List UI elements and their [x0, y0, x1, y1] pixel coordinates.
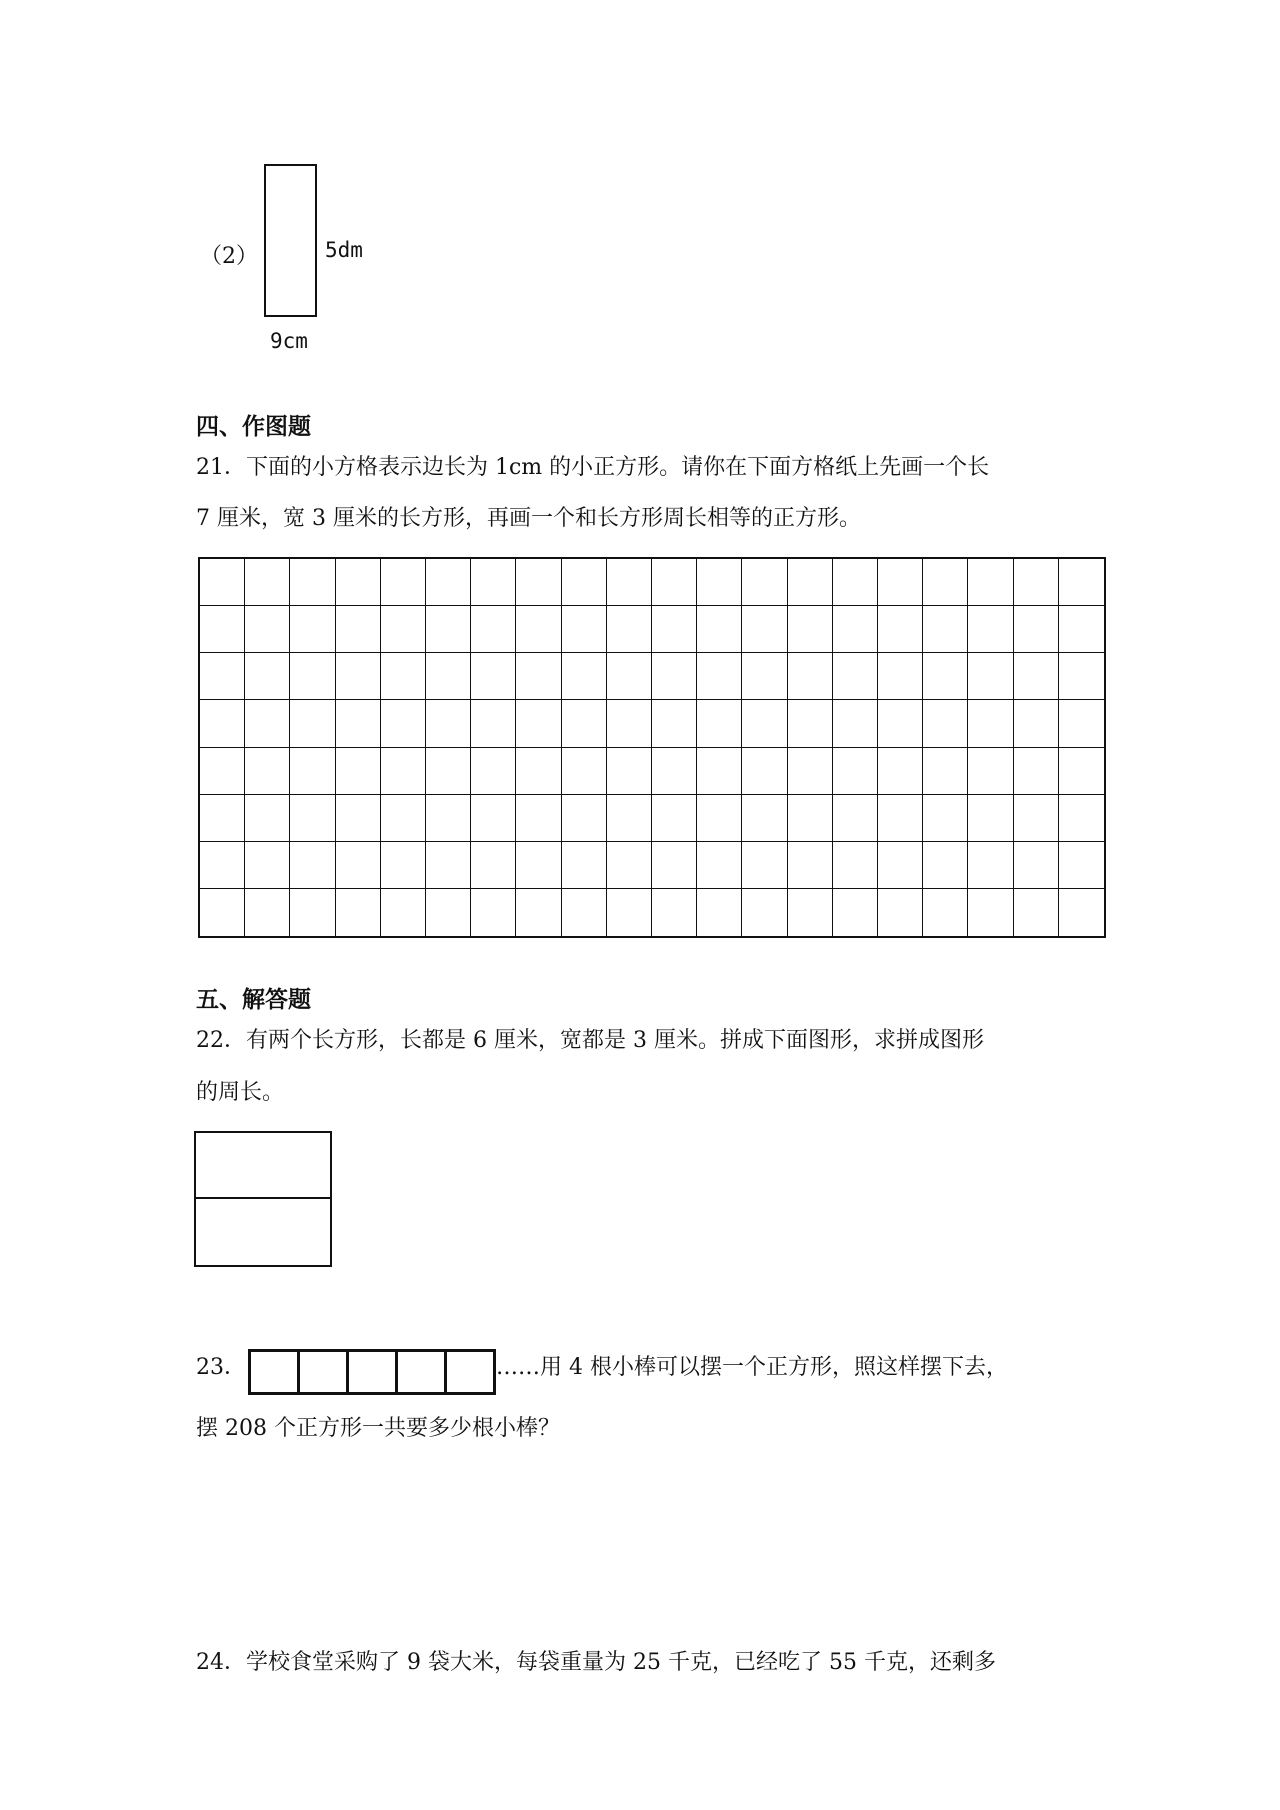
grid-cell[interactable] [471, 559, 516, 606]
grid-cell[interactable] [968, 795, 1013, 842]
grid-cell[interactable] [833, 653, 878, 700]
grid-cell[interactable] [833, 842, 878, 889]
grid-cell[interactable] [652, 606, 697, 653]
stick-square [251, 1352, 300, 1392]
q24-text-line-1: 24．学校食堂采购了 9 袋大米，每袋重量为 25 千克，已经吃了 55 千克，还剩多 [196, 1650, 996, 1675]
grid-cell[interactable] [742, 889, 787, 936]
grid-cell[interactable] [426, 889, 471, 936]
grid-cell[interactable] [968, 842, 1013, 889]
grid-cell[interactable] [471, 795, 516, 842]
grid-cell[interactable] [968, 889, 1013, 936]
grid-cell[interactable] [697, 889, 742, 936]
grid-cell[interactable] [833, 559, 878, 606]
grid-cell[interactable] [290, 748, 335, 795]
grid-cell[interactable] [381, 842, 426, 889]
grid-cell[interactable] [516, 559, 561, 606]
grid-cell[interactable] [562, 889, 607, 936]
grid-cell[interactable] [1014, 889, 1059, 936]
grid-cell[interactable] [923, 795, 968, 842]
grid-cell[interactable] [471, 748, 516, 795]
grid-cell[interactable] [742, 559, 787, 606]
grid-cell[interactable] [245, 748, 290, 795]
grid-cell[interactable] [652, 889, 697, 936]
figure-2-label: （2） [200, 244, 258, 269]
grid-cell[interactable] [290, 606, 335, 653]
grid-cell[interactable] [1014, 700, 1059, 747]
grid-cell[interactable] [336, 606, 381, 653]
grid-cell[interactable] [426, 606, 471, 653]
grid-cell[interactable] [562, 606, 607, 653]
grid-cell[interactable] [336, 842, 381, 889]
grid-cell[interactable] [562, 842, 607, 889]
grid-cell[interactable] [742, 653, 787, 700]
grid-cell[interactable] [923, 889, 968, 936]
grid-cell[interactable] [471, 700, 516, 747]
grid-cell[interactable] [923, 559, 968, 606]
grid-cell[interactable] [788, 700, 833, 747]
grid-cell[interactable] [607, 653, 652, 700]
grid-cell[interactable] [245, 653, 290, 700]
section-4-heading: 四、作图题 [196, 413, 311, 440]
grid-cell[interactable] [290, 700, 335, 747]
square-grid-paper[interactable] [198, 557, 1106, 938]
grid-cell[interactable] [652, 700, 697, 747]
grid-cell[interactable] [742, 795, 787, 842]
grid-cell[interactable] [1059, 842, 1104, 889]
grid-cell[interactable] [742, 700, 787, 747]
grid-cell[interactable] [968, 653, 1013, 700]
grid-cell[interactable] [1014, 795, 1059, 842]
grid-cell[interactable] [336, 700, 381, 747]
grid-cell[interactable] [968, 606, 1013, 653]
grid-cell[interactable] [471, 889, 516, 936]
stick-square [349, 1352, 398, 1392]
grid-cell[interactable] [471, 606, 516, 653]
grid-cell[interactable] [426, 842, 471, 889]
grid-cell[interactable] [426, 653, 471, 700]
q21-text-line-1: 21．下面的小方格表示边长为 1cm 的小正方形。请你在下面方格纸上先画一个长 [196, 455, 990, 480]
stick-square [447, 1352, 493, 1392]
grid-cell[interactable] [923, 700, 968, 747]
grid-cell[interactable] [245, 889, 290, 936]
grid-cell[interactable] [245, 606, 290, 653]
grid-cell[interactable] [878, 653, 923, 700]
q22-text-line-2: 的周长。 [196, 1080, 285, 1105]
grid-cell[interactable] [516, 606, 561, 653]
stick-square [398, 1352, 447, 1392]
grid-cell[interactable] [426, 700, 471, 747]
grid-cell[interactable] [923, 606, 968, 653]
grid-cell[interactable] [652, 748, 697, 795]
grid-cell[interactable] [1014, 653, 1059, 700]
section-5-heading: 五、解答题 [196, 986, 311, 1013]
grid-cell[interactable] [878, 748, 923, 795]
grid-cell[interactable] [381, 795, 426, 842]
q21-text-line-2: 7 厘米，宽 3 厘米的长方形，再画一个和长方形周长相等的正方形。 [196, 506, 861, 531]
grid-cell[interactable] [652, 842, 697, 889]
grid-cell[interactable] [697, 795, 742, 842]
grid-cell[interactable] [697, 606, 742, 653]
grid-cell[interactable] [607, 606, 652, 653]
q23-number: 23． [196, 1355, 246, 1380]
grid-cell[interactable] [245, 559, 290, 606]
grid-cell[interactable] [607, 795, 652, 842]
stick-square [300, 1352, 349, 1392]
grid-cell[interactable] [562, 653, 607, 700]
grid-cell[interactable] [788, 559, 833, 606]
grid-cell[interactable] [381, 653, 426, 700]
grid-cell[interactable] [833, 889, 878, 936]
q22-text-line-1: 22．有两个长方形，长都是 6 厘米，宽都是 3 厘米。拼成下面图形，求拼成图形 [196, 1028, 984, 1053]
grid-cell[interactable] [200, 606, 245, 653]
grid-cell[interactable] [1059, 653, 1104, 700]
grid-cell[interactable] [381, 700, 426, 747]
grid-cell[interactable] [833, 748, 878, 795]
grid-cell[interactable] [336, 653, 381, 700]
grid-cell[interactable] [200, 842, 245, 889]
stacked-rectangles-figure [194, 1131, 332, 1267]
grid-cell[interactable] [788, 795, 833, 842]
grid-cell[interactable] [607, 748, 652, 795]
grid-cell[interactable] [697, 842, 742, 889]
grid-cell[interactable] [426, 559, 471, 606]
grid-cell[interactable] [1059, 795, 1104, 842]
grid-cell[interactable] [381, 748, 426, 795]
q23-text-line-2: 摆 208 个正方形一共要多少根小棒？ [196, 1416, 560, 1441]
grid-cell[interactable] [1059, 889, 1104, 936]
grid-cell[interactable] [290, 842, 335, 889]
grid-cell[interactable] [562, 559, 607, 606]
grid-cell[interactable] [742, 748, 787, 795]
grid-cell[interactable] [788, 842, 833, 889]
width-label: 9cm [270, 329, 308, 353]
grid-cell[interactable] [200, 653, 245, 700]
grid-cell[interactable] [1014, 559, 1059, 606]
grid-cell[interactable] [1059, 559, 1104, 606]
grid-cell[interactable] [426, 748, 471, 795]
grid-cell[interactable] [652, 559, 697, 606]
grid-cell[interactable] [788, 889, 833, 936]
grid-cell[interactable] [833, 795, 878, 842]
grid-cell[interactable] [562, 700, 607, 747]
grid-cell[interactable] [878, 842, 923, 889]
grid-cell[interactable] [336, 795, 381, 842]
grid-cell[interactable] [290, 559, 335, 606]
tall-rectangle-figure [264, 164, 317, 317]
grid-cell[interactable] [562, 795, 607, 842]
grid-cell[interactable] [607, 889, 652, 936]
grid-cell[interactable] [788, 606, 833, 653]
grid-cell[interactable] [516, 748, 561, 795]
height-label: 5dm [325, 238, 363, 262]
grid-cell[interactable] [878, 889, 923, 936]
grid-cell[interactable] [968, 559, 1013, 606]
grid-cell[interactable] [200, 748, 245, 795]
grid-cell[interactable] [516, 653, 561, 700]
grid-cell[interactable] [290, 795, 335, 842]
grid-cell[interactable] [200, 889, 245, 936]
grid-cell[interactable] [607, 700, 652, 747]
grid-cell[interactable] [833, 606, 878, 653]
grid-cell[interactable] [381, 889, 426, 936]
grid-cell[interactable] [516, 700, 561, 747]
grid-cell[interactable] [290, 889, 335, 936]
grid-cell[interactable] [336, 559, 381, 606]
grid-cell[interactable] [788, 653, 833, 700]
grid-cell[interactable] [742, 842, 787, 889]
grid-cell[interactable] [426, 795, 471, 842]
grid-cell[interactable] [245, 842, 290, 889]
grid-cell[interactable] [607, 842, 652, 889]
grid-cell[interactable] [471, 653, 516, 700]
grid-cell[interactable] [742, 606, 787, 653]
grid-cell[interactable] [923, 842, 968, 889]
grid-cell[interactable] [516, 889, 561, 936]
grid-cell[interactable] [471, 842, 516, 889]
grid-cell[interactable] [652, 653, 697, 700]
grid-cell[interactable] [381, 559, 426, 606]
grid-cell[interactable] [607, 559, 652, 606]
grid-cell[interactable] [697, 653, 742, 700]
divider-line [196, 1197, 330, 1199]
grid-cell[interactable] [923, 748, 968, 795]
grid-cell[interactable] [833, 700, 878, 747]
grid-cell[interactable] [878, 700, 923, 747]
grid-cell[interactable] [788, 748, 833, 795]
grid-cell[interactable] [336, 889, 381, 936]
grid-cell[interactable] [1014, 842, 1059, 889]
grid-cell[interactable] [652, 795, 697, 842]
grid-cell[interactable] [878, 559, 923, 606]
grid-cell[interactable] [516, 842, 561, 889]
grid-cell[interactable] [200, 559, 245, 606]
grid-cell[interactable] [968, 700, 1013, 747]
grid-cell[interactable] [516, 795, 561, 842]
grid-cell[interactable] [878, 606, 923, 653]
grid-cell[interactable] [1014, 748, 1059, 795]
grid-cell[interactable] [381, 606, 426, 653]
q23-text-line-1: ……用 4 根小棒可以摆一个正方形，照这样摆下去， [496, 1355, 1008, 1380]
grid-cell[interactable] [1059, 748, 1104, 795]
grid-cell[interactable] [200, 795, 245, 842]
grid-cell[interactable] [200, 700, 245, 747]
grid-cell[interactable] [968, 748, 1013, 795]
grid-cell[interactable] [290, 653, 335, 700]
grid-cell[interactable] [1059, 700, 1104, 747]
grid-cell[interactable] [562, 748, 607, 795]
stick-squares-figure [248, 1349, 496, 1395]
grid-cell[interactable] [697, 748, 742, 795]
grid-cell[interactable] [245, 700, 290, 747]
grid-cell[interactable] [336, 748, 381, 795]
grid-cell[interactable] [697, 700, 742, 747]
grid-cell[interactable] [1014, 606, 1059, 653]
grid-cell[interactable] [923, 653, 968, 700]
grid-cell[interactable] [878, 795, 923, 842]
grid-cell[interactable] [1059, 606, 1104, 653]
grid-cell[interactable] [245, 795, 290, 842]
grid-cell[interactable] [697, 559, 742, 606]
